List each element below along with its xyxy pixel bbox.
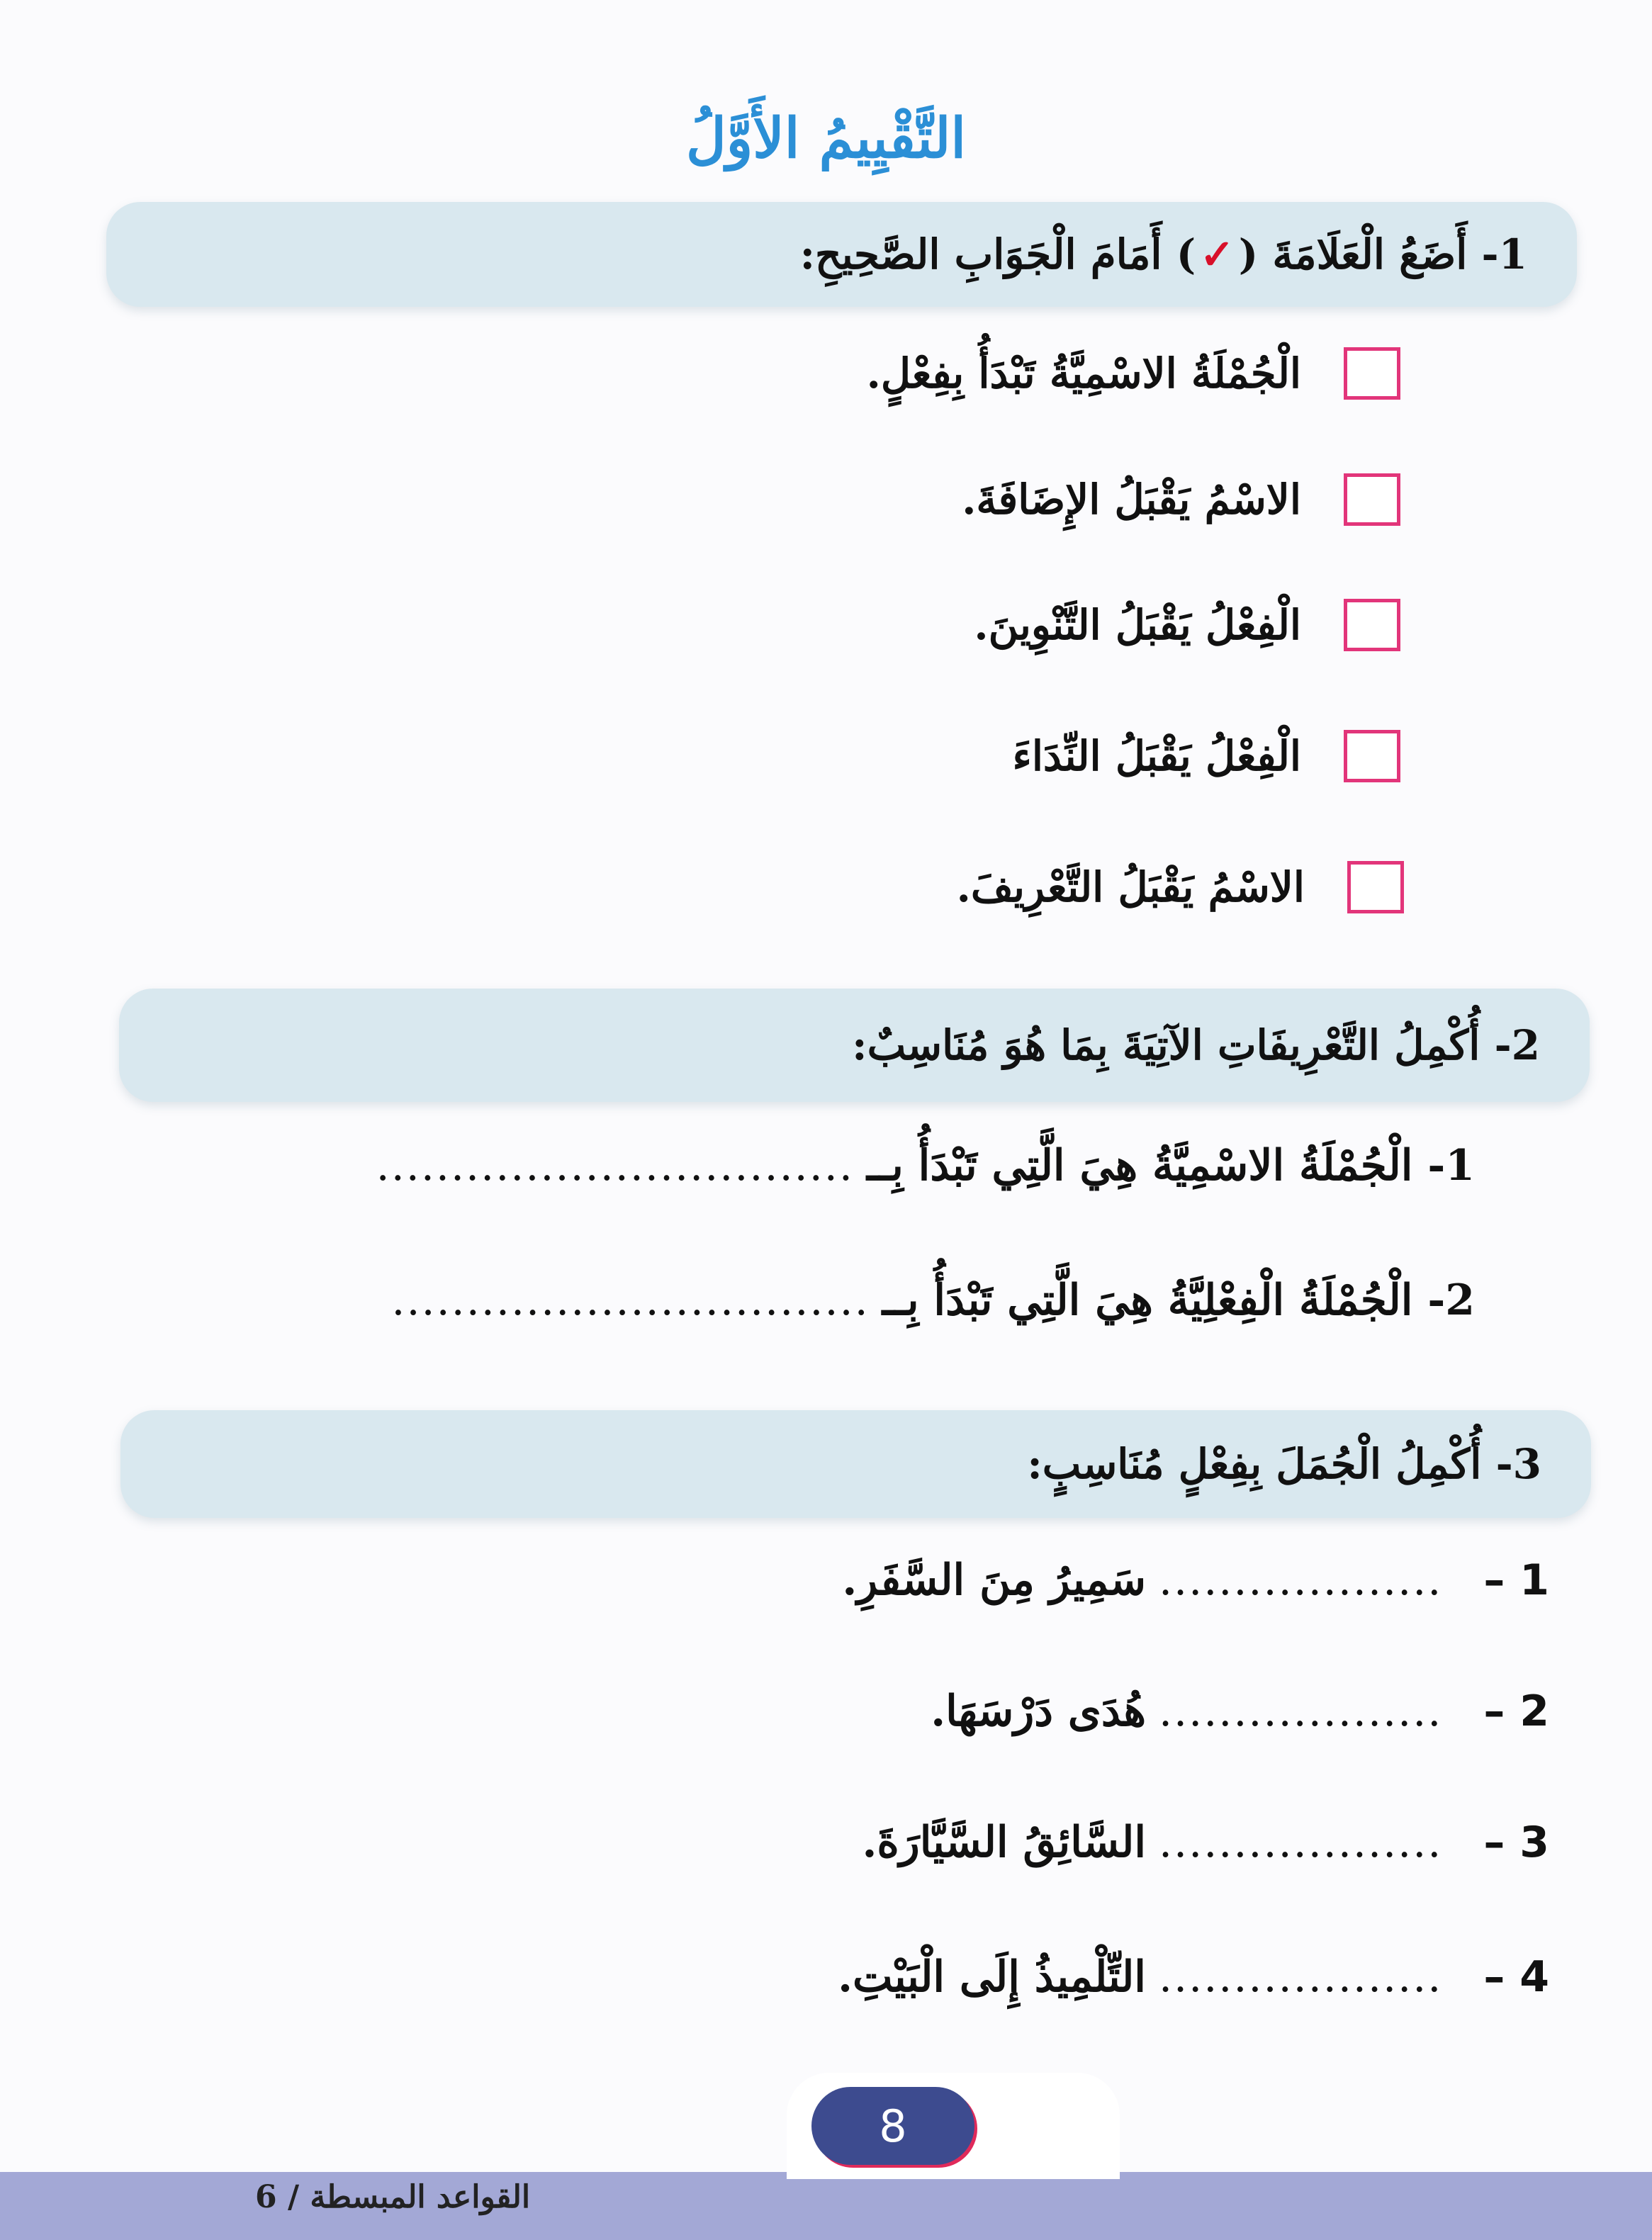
answer-blank[interactable]: ................... — [1158, 1952, 1443, 2002]
checkmark-icon: ✓ — [1200, 230, 1235, 278]
answer-blank[interactable]: ................... — [1158, 1555, 1443, 1605]
q1-option-text: الْفِعْلُ يَقْبَلُ النِّدَاءَ — [1012, 732, 1301, 780]
q1-option-text: الاسْمُ يَقْبَلُ الإِضَافَةَ. — [962, 475, 1301, 524]
question-2-banner — [119, 989, 1590, 1102]
question-1-heading — [800, 202, 1527, 307]
q3-item-2 — [931, 1687, 1549, 1736]
q1-option-4 — [125, 730, 1400, 782]
q3-item-4 — [838, 1952, 1549, 2002]
question-1-heading-end: ) أَمَامَ الْجَوَابِ الصَّحِيحِ: — [799, 230, 1196, 278]
q2-item-1 — [364, 1141, 1475, 1191]
q3-item-number: 1 – — [1483, 1555, 1549, 1605]
q2-item-text: 2- الْجُمْلَةُ الْفِعْلِيَّةُ هِيَ الَّتِي تَبْدَأُ بِــ — [882, 1276, 1475, 1325]
footer-bar — [0, 2172, 1652, 2240]
q2-item-2 — [378, 1276, 1475, 1325]
q3-item-text: هُدَى دَرْسَهَا. — [931, 1687, 1146, 1736]
page-number: 8 — [811, 2087, 974, 2165]
q3-item-1 — [842, 1555, 1549, 1605]
q1-option-5 — [128, 861, 1404, 913]
answer-checkbox[interactable] — [1344, 347, 1400, 400]
q2-item-text: 1- الْجُمْلَةُ الاسْمِيَّةُ هِيَ الَّتِي تَبْدَأُ بِــ — [866, 1141, 1475, 1191]
answer-checkbox[interactable] — [1344, 599, 1400, 651]
q3-item-text: سَمِيرُ مِنَ السَّفَرِ. — [842, 1555, 1146, 1605]
q1-option-text: الْجُمْلَةُ الاسْمِيَّةُ تَبْدَأُ بِفِعْلٍ. — [866, 349, 1301, 398]
answer-blank[interactable]: ................................ — [376, 1141, 854, 1191]
q3-item-number: 2 – — [1483, 1687, 1549, 1736]
answer-checkbox[interactable] — [1344, 473, 1400, 526]
q1-option-2 — [125, 473, 1400, 526]
q1-option-3 — [125, 599, 1400, 651]
answer-blank[interactable]: ................... — [1158, 1818, 1443, 1867]
q3-item-text: السَّائِقُ السَّيَّارَةَ. — [862, 1818, 1146, 1867]
question-2-heading: 2- أُكْمِلُ التَّعْرِيفَاتِ الآتِيَةَ بِمَا هُوَ مُنَاسِبٌ: — [852, 1021, 1540, 1069]
q3-item-text: التِّلْمِيذُ إِلَى الْبَيْتِ. — [838, 1952, 1146, 2002]
q3-item-number: 3 – — [1483, 1818, 1549, 1867]
book-title: القواعد المبسطة / 6 — [255, 2179, 531, 2215]
answer-blank[interactable]: ................................ — [391, 1276, 870, 1325]
question-1-banner — [106, 202, 1577, 307]
answer-checkbox[interactable] — [1344, 730, 1400, 782]
q3-item-number: 4 – — [1483, 1952, 1549, 2002]
q1-option-1 — [125, 347, 1400, 400]
q1-option-text: الْفِعْلُ يَقْبَلُ التَّنْوِينَ. — [974, 601, 1301, 649]
q3-item-3 — [862, 1818, 1549, 1867]
question-1-heading-start: 1- أَضَعُ الْعَلَامَةَ ( — [1238, 230, 1527, 278]
question-3-heading: 3- أُكْمِلُ الْجُمَلَ بِفِعْلٍ مُنَاسِبٍ: — [1027, 1440, 1541, 1488]
q1-option-text: الاسْمُ يَقْبَلُ التَّعْرِيفَ. — [956, 863, 1305, 911]
question-3-banner — [120, 1410, 1591, 1518]
page-title: التَّقْيِيمُ الأَوَّلُ — [685, 106, 967, 171]
answer-blank[interactable]: ................... — [1158, 1687, 1443, 1736]
answer-checkbox[interactable] — [1347, 861, 1404, 913]
